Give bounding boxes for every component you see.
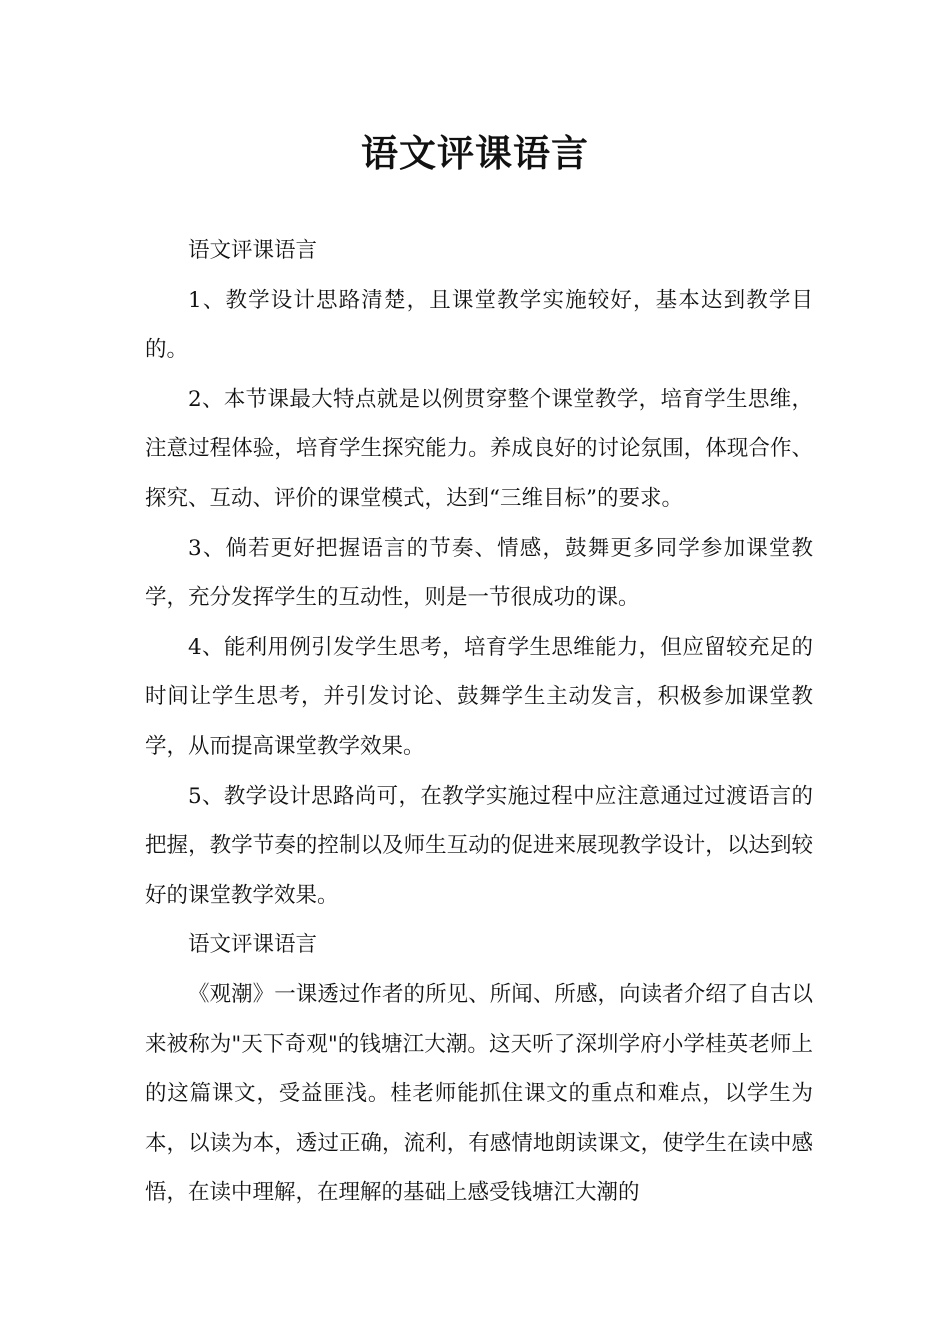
paragraph: 5、教学设计思路尚可，在教学实施过程中应注意通过过渡语言的把握，教学节奏的控制以及师生互动的促进来展现教学设计，以达到较好的课堂教学效果。 <box>145 783 813 908</box>
document-body <box>145 226 813 1218</box>
paragraph: 2、本节课最大特点就是以例贯穿整个课堂教学，培育学生思维，注意过程体验，培育学生探究能力。养成良好的讨论氛围，体现合作、探究、互动、评价的课堂模式，达到“三维目标”的要求。 <box>145 386 813 511</box>
section-heading: 语文评课语言 <box>188 932 318 958</box>
paragraph: 3、倘若更好把握语言的节奏、情感，鼓舞更多同学参加课堂教学，充分发挥学生的互动性，则是一节很成功的课。 <box>145 535 813 611</box>
document-title: 语文评课语言 <box>361 131 589 175</box>
paragraph: 《观潮》一课透过作者的所见、所闻、所感，向读者介绍了自古以来被称为"天下奇观"的钱塘江大潮。这天听了深圳学府小学桂英老师上的这篇课文，受益匪浅。桂老师能抓住课文的重点和难点，以学生为本，以读为本，透过正确，流利，有感情地朗读课文，使学生在读中感悟，在读中理解，在理解的基础上感受钱塘江大潮的 <box>145 981 813 1206</box>
paragraph: 1、教学设计思路清楚，且课堂教学实施较好，基本达到教学目的。 <box>145 287 813 363</box>
paragraph: 4、能利用例引发学生思考，培育学生思维能力，但应留较充足的时间让学生思考，并引发讨论、鼓舞学生主动发言，积极参加课堂教学，从而提高课堂教学效果。 <box>145 634 813 759</box>
section-heading: 语文评课语言 <box>188 238 318 263</box>
